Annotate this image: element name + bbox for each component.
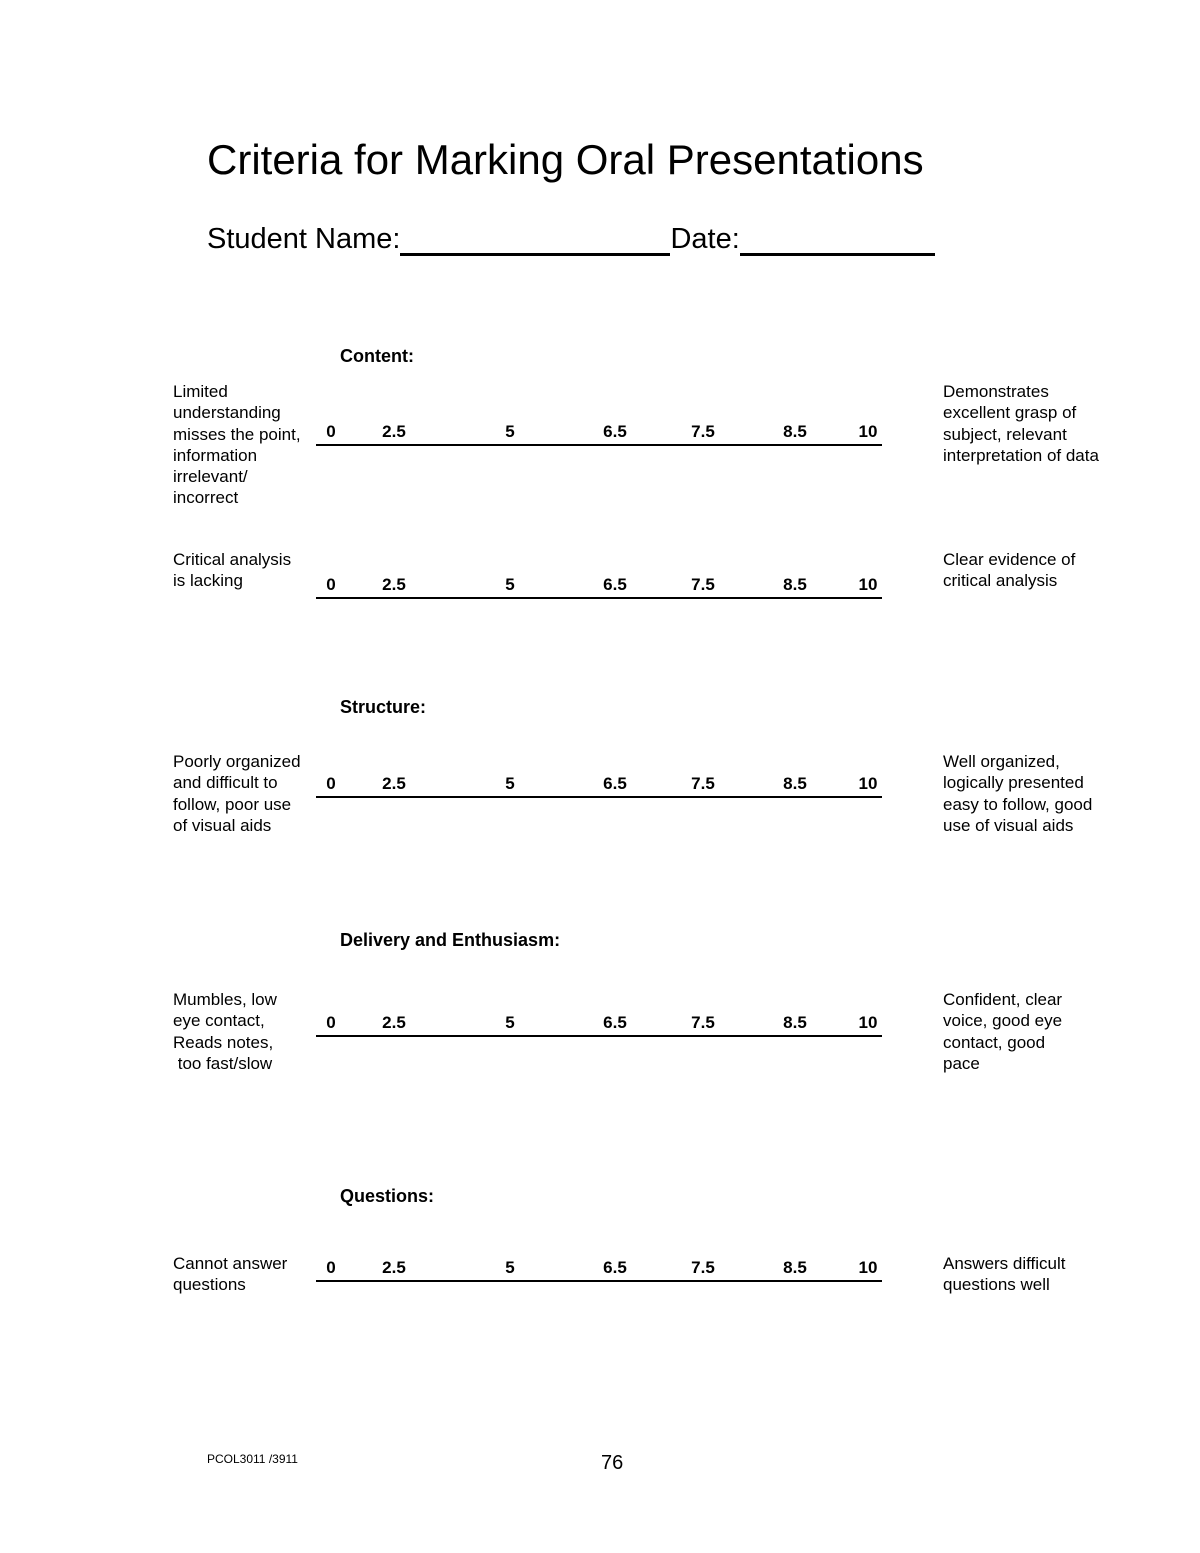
section-heading-questions: Questions: xyxy=(340,1186,435,1206)
scale-value[interactable]: 0 xyxy=(326,1013,336,1032)
scale-value[interactable]: 10 xyxy=(858,1258,878,1277)
scale-value[interactable]: 7.5 xyxy=(691,422,715,441)
content-row1-left-descriptor: Limited understanding misses the point, information irrelevant/ incorrect xyxy=(173,382,301,508)
rating-scale[interactable] xyxy=(316,774,882,798)
section-heading-structure: Structure: xyxy=(340,697,427,717)
scale-value[interactable]: 8.5 xyxy=(783,422,807,441)
scale-value[interactable]: 8.5 xyxy=(783,774,807,793)
content-row2-right-descriptor: Clear evidence of critical analysis xyxy=(943,550,1076,591)
scale-value[interactable]: 8.5 xyxy=(783,1258,807,1277)
questions-right-descriptor: Answers difficult questions well xyxy=(943,1254,1066,1295)
student-name-label: Student Name: xyxy=(207,223,401,255)
course-code: PCOL3011 /3911 xyxy=(207,1452,298,1466)
date-blank[interactable] xyxy=(740,227,935,256)
scale-value[interactable]: 2.5 xyxy=(382,575,406,594)
questions-left-descriptor: Cannot answer questions xyxy=(173,1254,288,1295)
scale-value[interactable]: 7.5 xyxy=(691,1258,715,1277)
scale-value[interactable]: 7.5 xyxy=(691,575,715,594)
scale-value[interactable]: 10 xyxy=(858,575,878,594)
rating-scale[interactable] xyxy=(316,1258,882,1282)
content-row1-right-descriptor: Demonstrates excellent grasp of subject, relevant interpretation of data xyxy=(943,382,1099,465)
scale-value[interactable]: 5 xyxy=(505,575,515,594)
section-heading-content: Content: xyxy=(340,346,414,366)
scale-value[interactable]: 5 xyxy=(505,1258,515,1277)
scale-value[interactable]: 2.5 xyxy=(382,774,406,793)
scale-value[interactable]: 2.5 xyxy=(382,1013,406,1032)
page-number: 76 xyxy=(601,1452,624,1474)
content-row2-left-descriptor: Critical analysis is lacking xyxy=(173,550,292,591)
page-title: Criteria for Marking Oral Presentations xyxy=(207,136,924,183)
structure-left-descriptor: Poorly organized and difficult to follow, poor use of visual aids xyxy=(173,752,301,835)
scale-value[interactable]: 5 xyxy=(505,422,515,441)
scale-value[interactable]: 0 xyxy=(326,1258,336,1277)
scale-value[interactable]: 7.5 xyxy=(691,1013,715,1032)
scale-value[interactable]: 5 xyxy=(505,1013,515,1032)
scale-value[interactable]: 10 xyxy=(858,1013,878,1032)
section-heading-delivery: Delivery and Enthusiasm: xyxy=(340,930,561,950)
scale-value[interactable]: 2.5 xyxy=(382,1258,406,1277)
delivery-right-descriptor: Confident, clear voice, good eye contact, good pace xyxy=(943,990,1063,1073)
scale-value[interactable]: 6.5 xyxy=(603,1258,627,1277)
scale-value[interactable]: 8.5 xyxy=(783,1013,807,1032)
scale-value[interactable]: 0 xyxy=(326,575,336,594)
scale-value[interactable]: 5 xyxy=(505,774,515,793)
rating-scale[interactable] xyxy=(316,1013,882,1037)
structure-right-descriptor: Well organized, logically presented easy to follow, good use of visual aids xyxy=(943,752,1093,835)
scale-value[interactable]: 10 xyxy=(858,422,878,441)
rating-scale[interactable] xyxy=(316,575,882,599)
scale-value[interactable]: 7.5 xyxy=(691,774,715,793)
scale-value[interactable]: 0 xyxy=(326,774,336,793)
delivery-left-descriptor: Mumbles, low eye contact, Reads notes, too fast/slow xyxy=(173,990,277,1073)
rating-scale[interactable] xyxy=(316,422,882,446)
scale-value[interactable]: 0 xyxy=(326,422,336,441)
student-name-blank[interactable] xyxy=(400,227,670,256)
date-label: Date: xyxy=(670,223,740,255)
scale-value[interactable]: 6.5 xyxy=(603,575,627,594)
scale-value[interactable]: 6.5 xyxy=(603,774,627,793)
scale-value[interactable]: 6.5 xyxy=(603,422,627,441)
student-info-line xyxy=(207,222,935,256)
scale-value[interactable]: 2.5 xyxy=(382,422,406,441)
scale-value[interactable]: 6.5 xyxy=(603,1013,627,1032)
scale-value[interactable]: 8.5 xyxy=(783,575,807,594)
scale-value[interactable]: 10 xyxy=(858,774,878,793)
